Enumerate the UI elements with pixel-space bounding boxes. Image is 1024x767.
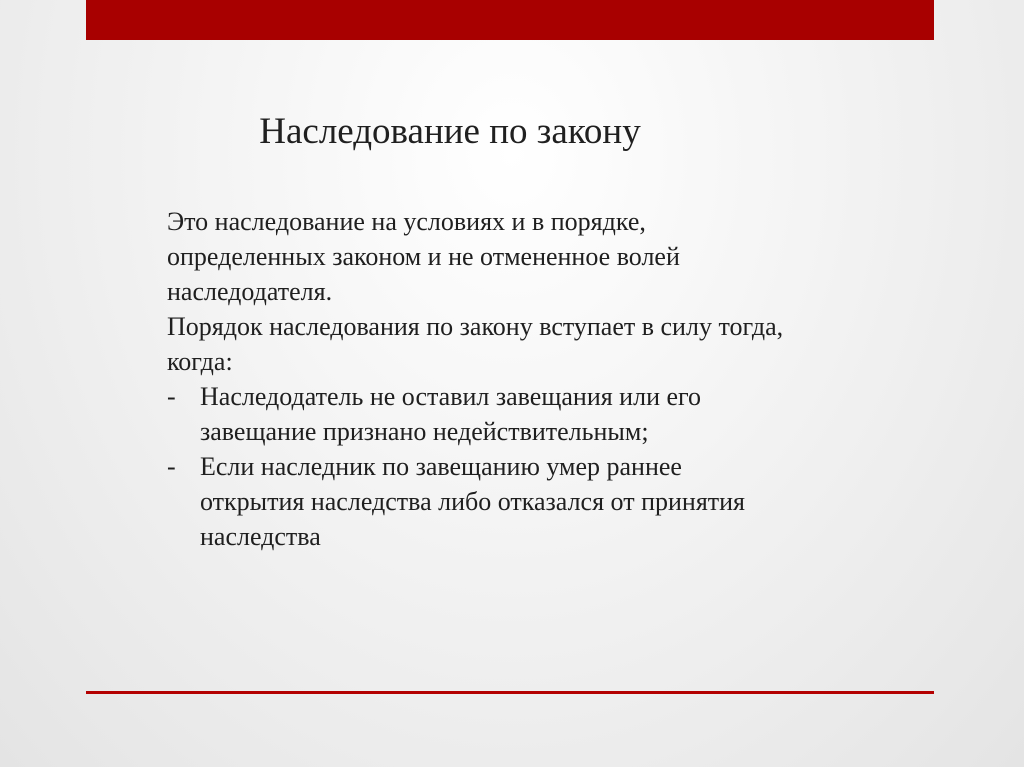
bullet-item	[167, 379, 787, 449]
top-accent-bar	[86, 0, 934, 40]
slide-body	[167, 204, 787, 554]
definition-paragraph: Это наследование на условиях и в порядке, определенных законом и не отмененное волей наследодателя.	[167, 207, 680, 306]
bullet-text: Если наследник по завещанию умер раннее открытия наследства либо отказался от принятия наследства	[200, 452, 746, 551]
bullet-dash: -	[167, 452, 176, 481]
condition-paragraph: Порядок наследования по закону вступает в силу тогда, когда:	[167, 312, 784, 376]
bullet-item	[167, 449, 787, 554]
bottom-divider-line	[86, 691, 934, 694]
bullet-text: Наследодатель не оставил завещания или его завещание признано недействительным;	[200, 382, 702, 446]
slide-title: Наследование по закону	[259, 111, 641, 152]
bullet-dash: -	[167, 382, 176, 411]
